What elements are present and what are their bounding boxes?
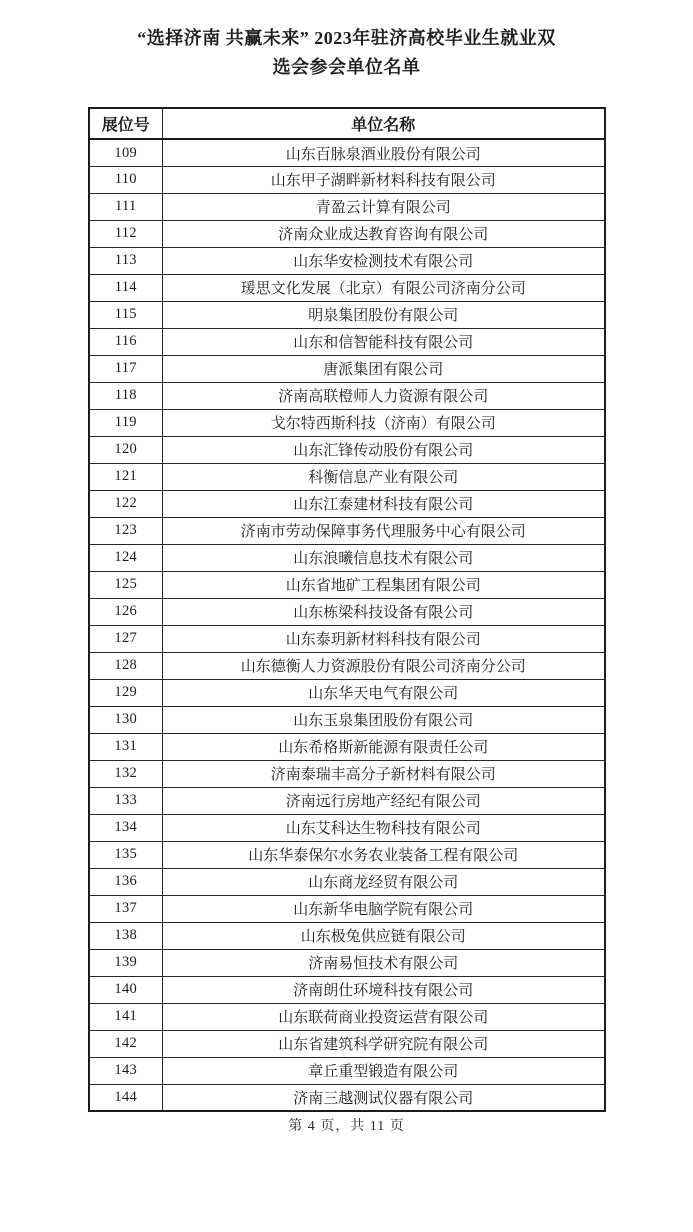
table-row bbox=[89, 679, 605, 706]
org-name-cell: 济南三越测试仪器有限公司 bbox=[163, 1084, 605, 1111]
org-name-cell: 山东省建筑科学研究院有限公司 bbox=[163, 1030, 605, 1057]
booth-number-cell: 117 bbox=[89, 355, 163, 382]
booth-number-cell: 123 bbox=[89, 517, 163, 544]
booth-number-cell: 111 bbox=[89, 193, 163, 220]
table-row bbox=[89, 787, 605, 814]
table-row bbox=[89, 841, 605, 868]
table-row bbox=[89, 328, 605, 355]
table-row bbox=[89, 166, 605, 193]
table-row bbox=[89, 652, 605, 679]
org-name-cell: 济南易恒技术有限公司 bbox=[163, 949, 605, 976]
org-name-cell: 济南泰瑞丰高分子新材料有限公司 bbox=[163, 760, 605, 787]
booth-number-cell: 141 bbox=[89, 1003, 163, 1030]
table-row bbox=[89, 868, 605, 895]
org-name-cell: 山东栋梁科技设备有限公司 bbox=[163, 598, 605, 625]
booth-number-cell: 121 bbox=[89, 463, 163, 490]
booth-number-cell: 128 bbox=[89, 652, 163, 679]
booth-number-cell: 131 bbox=[89, 733, 163, 760]
org-name-cell: 山东联荷商业投资运营有限公司 bbox=[163, 1003, 605, 1030]
table-row bbox=[89, 922, 605, 949]
org-name-cell: 唐派集团有限公司 bbox=[163, 355, 605, 382]
table-row bbox=[89, 382, 605, 409]
table-row bbox=[89, 1057, 605, 1084]
org-name-cell: 章丘重型锻造有限公司 bbox=[163, 1057, 605, 1084]
booth-number-cell: 129 bbox=[89, 679, 163, 706]
org-name-cell: 山东汇锋传动股份有限公司 bbox=[163, 436, 605, 463]
booth-number-cell: 114 bbox=[89, 274, 163, 301]
booth-number-cell: 122 bbox=[89, 490, 163, 517]
org-name-cell: 戈尔特西斯科技（济南）有限公司 bbox=[163, 409, 605, 436]
booth-number-cell: 110 bbox=[89, 166, 163, 193]
table-row bbox=[89, 949, 605, 976]
page-title bbox=[67, 24, 627, 82]
booth-number-cell: 143 bbox=[89, 1057, 163, 1084]
table-row bbox=[89, 247, 605, 274]
table-row bbox=[89, 355, 605, 382]
org-name-cell: 山东浪曦信息技术有限公司 bbox=[163, 544, 605, 571]
org-name-cell: 山东希格斯新能源有限责任公司 bbox=[163, 733, 605, 760]
table-row bbox=[89, 1003, 605, 1030]
org-name-cell: 山东百脉泉酒业股份有限公司 bbox=[163, 139, 605, 166]
org-name-cell: 济南众业成达教育咨询有限公司 bbox=[163, 220, 605, 247]
org-name-cell: 青盈云计算有限公司 bbox=[163, 193, 605, 220]
org-name-cell: 山东商龙经贸有限公司 bbox=[163, 868, 605, 895]
org-name-cell: 山东德衡人力资源股份有限公司济南分公司 bbox=[163, 652, 605, 679]
table-row bbox=[89, 598, 605, 625]
booth-number-cell: 118 bbox=[89, 382, 163, 409]
org-name-column-header: 单位名称 bbox=[163, 108, 605, 139]
org-name-cell: 明泉集团股份有限公司 bbox=[163, 301, 605, 328]
table-row bbox=[89, 463, 605, 490]
booth-number-cell: 135 bbox=[89, 841, 163, 868]
table-row bbox=[89, 625, 605, 652]
table-header-row bbox=[89, 108, 605, 139]
booth-number-cell: 120 bbox=[89, 436, 163, 463]
booth-number-cell: 109 bbox=[89, 139, 163, 166]
org-name-cell: 科衡信息产业有限公司 bbox=[163, 463, 605, 490]
org-name-cell: 济南朗仕环境科技有限公司 bbox=[163, 976, 605, 1003]
org-name-cell: 山东省地矿工程集团有限公司 bbox=[163, 571, 605, 598]
org-name-cell: 山东极兔供应链有限公司 bbox=[163, 922, 605, 949]
participants-table-body bbox=[89, 139, 605, 1111]
booth-number-cell: 119 bbox=[89, 409, 163, 436]
org-name-cell: 山东新华电脑学院有限公司 bbox=[163, 895, 605, 922]
table-row bbox=[89, 517, 605, 544]
booth-number-cell: 125 bbox=[89, 571, 163, 598]
org-name-cell: 济南远行房地产经纪有限公司 bbox=[163, 787, 605, 814]
booth-number-cell: 130 bbox=[89, 706, 163, 733]
org-name-cell: 山东艾科达生物科技有限公司 bbox=[163, 814, 605, 841]
booth-number-cell: 140 bbox=[89, 976, 163, 1003]
booth-number-cell: 116 bbox=[89, 328, 163, 355]
table-row bbox=[89, 301, 605, 328]
page-title-line-2: 选会参会单位名单 bbox=[272, 57, 421, 78]
org-name-cell: 济南高联橙师人力资源有限公司 bbox=[163, 382, 605, 409]
org-name-cell: 山东华天电气有限公司 bbox=[163, 679, 605, 706]
booth-number-cell: 142 bbox=[89, 1030, 163, 1057]
table-row bbox=[89, 733, 605, 760]
table-row bbox=[89, 1030, 605, 1057]
table-row bbox=[89, 193, 605, 220]
org-name-cell: 山东江泰建材科技有限公司 bbox=[163, 490, 605, 517]
booth-number-cell: 136 bbox=[89, 868, 163, 895]
table-row bbox=[89, 814, 605, 841]
table-row bbox=[89, 139, 605, 166]
participants-table bbox=[88, 107, 606, 1112]
page-title-line-1: “选择济南 共赢未来” 2023年驻济高校毕业生就业双 bbox=[137, 28, 556, 48]
table-row bbox=[89, 220, 605, 247]
booth-number-cell: 113 bbox=[89, 247, 163, 274]
page-number: 第 4 页，共 11 页 bbox=[288, 1119, 405, 1135]
table-row bbox=[89, 274, 605, 301]
booth-number-cell: 115 bbox=[89, 301, 163, 328]
table-row bbox=[89, 895, 605, 922]
booth-number-cell: 112 bbox=[89, 220, 163, 247]
booth-number-cell: 126 bbox=[89, 598, 163, 625]
table-row bbox=[89, 490, 605, 517]
org-name-cell: 山东华安检测技术有限公司 bbox=[163, 247, 605, 274]
table-row bbox=[89, 436, 605, 463]
booth-number-cell: 139 bbox=[89, 949, 163, 976]
table-row bbox=[89, 409, 605, 436]
org-name-cell: 山东华泰保尔水务农业装备工程有限公司 bbox=[163, 841, 605, 868]
table-row bbox=[89, 1084, 605, 1111]
org-name-cell: 山东和信智能科技有限公司 bbox=[163, 328, 605, 355]
booth-number-cell: 132 bbox=[89, 760, 163, 787]
org-name-cell: 山东玉泉集团股份有限公司 bbox=[163, 706, 605, 733]
table-row bbox=[89, 706, 605, 733]
booth-number-cell: 138 bbox=[89, 922, 163, 949]
org-name-cell: 济南市劳动保障事务代理服务中心有限公司 bbox=[163, 517, 605, 544]
booth-number-cell: 124 bbox=[89, 544, 163, 571]
booth-number-cell: 137 bbox=[89, 895, 163, 922]
booth-number-column-header: 展位号 bbox=[89, 108, 163, 139]
org-name-cell: 山东泰玥新材料科技有限公司 bbox=[163, 625, 605, 652]
table-row bbox=[89, 544, 605, 571]
booth-number-cell: 144 bbox=[89, 1084, 163, 1111]
org-name-cell: 山东甲子湖畔新材料科技有限公司 bbox=[163, 166, 605, 193]
org-name-cell: 瑗思文化发展（北京）有限公司济南分公司 bbox=[163, 274, 605, 301]
table-row bbox=[89, 760, 605, 787]
booth-number-cell: 127 bbox=[89, 625, 163, 652]
booth-number-cell: 134 bbox=[89, 814, 163, 841]
table-row bbox=[89, 571, 605, 598]
booth-number-cell: 133 bbox=[89, 787, 163, 814]
table-row bbox=[89, 976, 605, 1003]
